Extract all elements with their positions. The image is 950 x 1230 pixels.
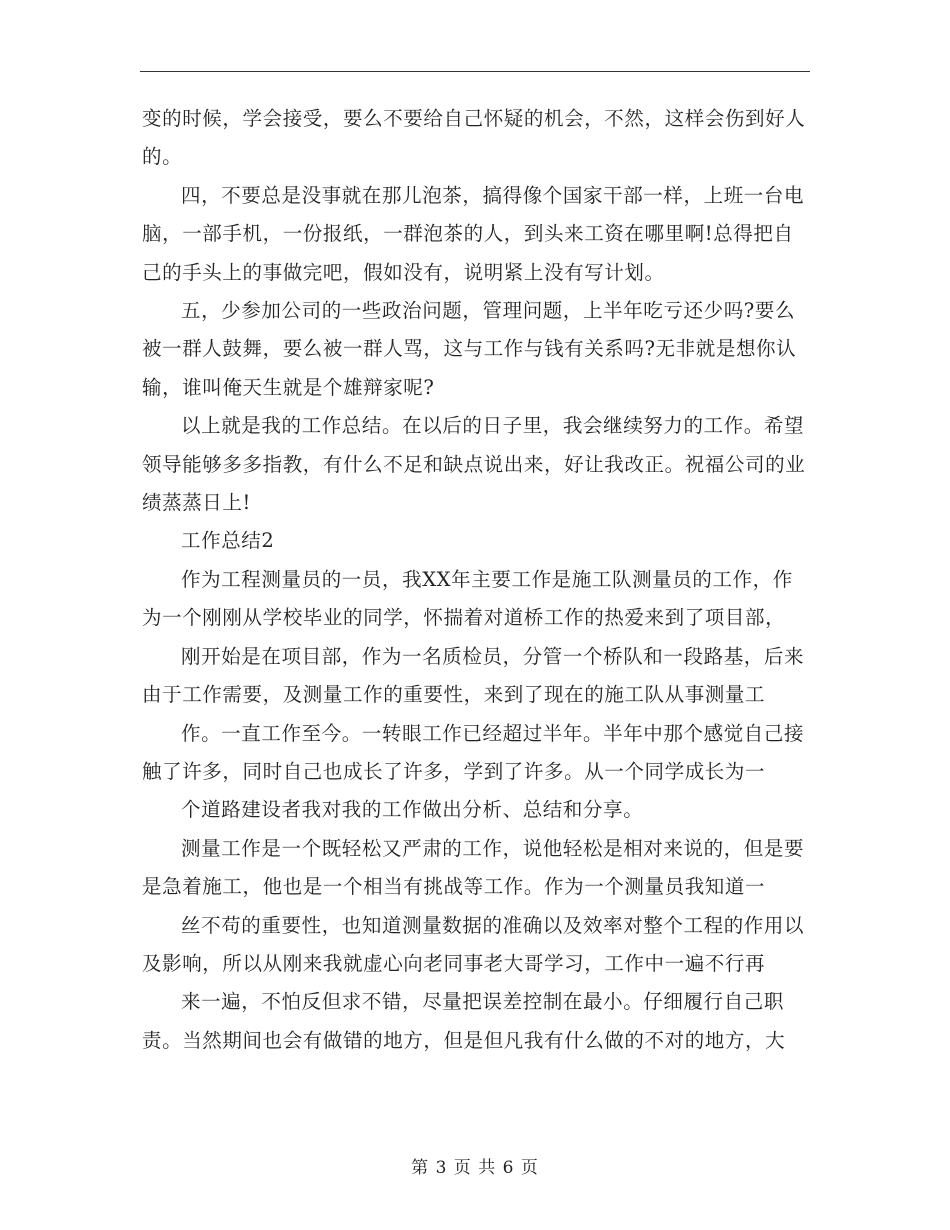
page-number-footer: 第 3 页 共 6 页 xyxy=(411,1158,539,1178)
paragraph: 来一遍，不怕反但求不错，尽量把误差控制在最小。仔细履行自己职责。当然期间也会有做错的地方，但是但凡我有什么做的不对的地方，大 xyxy=(142,990,786,1052)
paragraph: 刚开始是在项目部，作为一名质检员，分管一个桥队和一段路基，后来由于工作需要，及测量工作的重要性，来到了现在的施工队从事测量工 xyxy=(142,644,805,707)
paragraph: 测量工作是一个既轻松又严肃的工作，说他轻松是相对来说的，但是要是急着施工，他也是一个相当有挑战等工作。作为一个测量员我知道一 xyxy=(142,836,805,899)
section-heading: 工作总结2 xyxy=(181,529,275,553)
header-rule xyxy=(140,71,810,72)
paragraph: 四，不要总是没事就在那儿泡茶，搞得像个国家干部一样，上班一台电脑，一部手机，一份报纸，一群泡茶的人，到头来工资在哪里啊!总得把自己的手头上的事做完吧，假如没有，说明紧上没有写计划。 xyxy=(142,183,805,284)
paragraph: 变的时候，学会接受，要么不要给自己怀疑的机会，不然，这样会伤到好人的。 xyxy=(142,107,806,169)
document-body xyxy=(142,100,810,1060)
paragraph: 丝不苟的重要性，也知道测量数据的准确以及效率对整个工程的作用以及影响，所以从刚来我就虚心向老同事老大哥学习，工作中一遍不行再 xyxy=(142,913,805,975)
paragraph: 五，少参加公司的一些政治问题，管理问题，上半年吃亏还少吗?要么被一群人鼓舞，要么被一群人骂，这与工作与钱有关系吗?无非就是想你认输，谁叫俺天生就是个雄辩家呢? xyxy=(142,299,797,399)
paragraph: 作为工程测量员的一员，我XX年主要工作是施工队测量员的工作，作为一个刚刚从学校毕业的同学，怀揣着对道桥工作的热爱来到了项目部， xyxy=(142,567,793,630)
paragraph: 作。一直工作至今。一转眼工作已经超过半年。半年中那个感觉自己接触了许多，同时自己也成长了许多，学到了许多。从一个同学成长为一 xyxy=(142,721,805,783)
paragraph: 个道路建设者我对我的工作做出分析、总结和分享。 xyxy=(181,798,644,822)
paragraph: 以上就是我的工作总结。在以后的日子里，我会继续努力的工作。希望领导能够多多指教，有什么不足和缺点说出来，好让我改正。祝福公司的业绩蒸蒸日上! xyxy=(142,414,806,515)
